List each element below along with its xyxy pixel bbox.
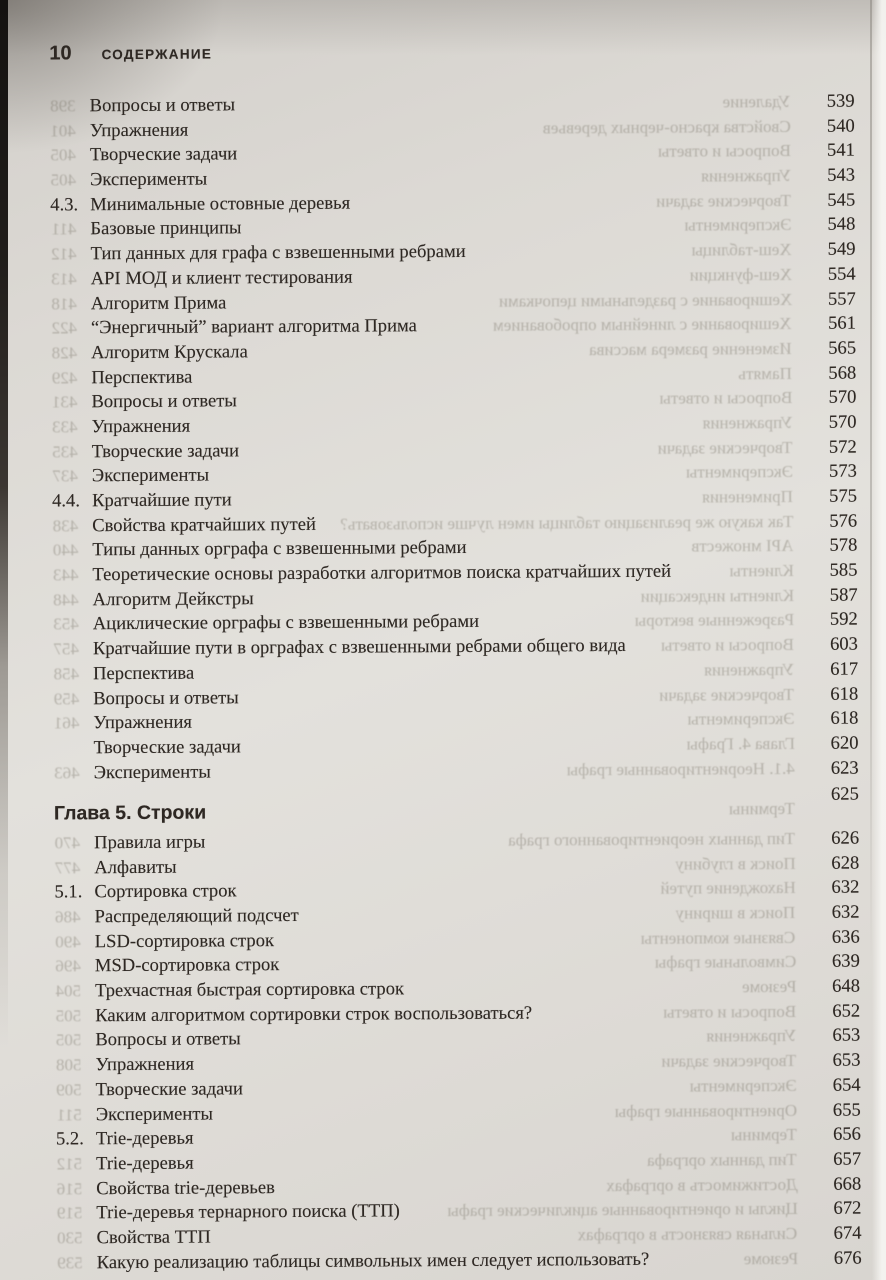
toc-entry-label: Ациклические орграфы с взвешенными ребрами — [92, 611, 480, 635]
bleedthrough-page-number: 519 — [56, 1203, 83, 1223]
bleedthrough-page-number: 461 — [53, 713, 80, 733]
bleedthrough-text: Творческие задачи — [661, 1051, 797, 1071]
toc-entry-page: 639 — [831, 950, 860, 973]
bleedthrough-text: Хеш-таблицы — [691, 240, 792, 260]
bleedthrough-page-number: 459 — [53, 688, 80, 708]
toc-entry-label: Алгоритм Дейкстры — [92, 587, 254, 610]
toc-entry-page: 561 — [828, 312, 857, 334]
toc-entry-page: 603 — [829, 633, 858, 655]
bleedthrough-text: Разреженные векторы — [634, 610, 794, 631]
bleedthrough-page-number: 411 — [51, 219, 77, 239]
toc-entry-label: Эксперименты — [90, 168, 208, 191]
bleedthrough-text: Клиенты индексации — [640, 585, 794, 606]
toc-entry-page: 653 — [832, 1024, 861, 1047]
toc-entry-page: 557 — [827, 288, 856, 310]
toc-entry-page: 541 — [826, 139, 855, 162]
bleedthrough-text: Эксперименты — [687, 709, 795, 729]
bleedthrough-page-number: 428 — [51, 343, 78, 363]
bleedthrough-text: Термины — [730, 1125, 797, 1145]
bleedthrough-page-number: 458 — [53, 664, 80, 684]
toc-entry-label: Trie-деревья тернарного поиска (ТТП) — [96, 1200, 400, 1224]
bleedthrough-text: Ориентированные графы — [614, 1100, 797, 1121]
toc-row — [53, 783, 859, 827]
running-header-title: СОДЕРЖАНИЕ — [101, 46, 213, 63]
toc-entry-page: 585 — [829, 559, 858, 581]
bleedthrough-page-number: 405 — [50, 145, 76, 165]
toc-entry-page: 576 — [829, 510, 858, 532]
toc-entry-label: Сортировка строк — [94, 880, 237, 903]
bleedthrough-page-number: 512 — [56, 1154, 83, 1174]
toc-entry-label: Творческие задачи — [95, 1078, 243, 1101]
toc-entry-page: 545 — [827, 189, 856, 211]
bleedthrough-text: Вопросы и ответы — [657, 141, 791, 162]
bleedthrough-page-number: 418 — [51, 293, 77, 313]
toc-entry-page: 676 — [833, 1247, 862, 1269]
bleedthrough-page-number: 504 — [55, 981, 82, 1001]
toc-section-number: 5.2. — [55, 1128, 84, 1150]
toc-entry-label: Кратчайшие пути в орграфах с взвешенными ребрами общего вида — [92, 635, 626, 660]
toc-entry-page: 568 — [828, 362, 857, 384]
bleedthrough-page-number: 431 — [51, 392, 78, 412]
toc-entry-label: Алфавиты — [94, 856, 177, 878]
toc-entry-page: 618 — [830, 707, 859, 729]
toc-entry-page: 539 — [826, 90, 855, 112]
toc-entry-page: 572 — [828, 436, 857, 458]
toc-entry-label: Кратчайшие пути — [91, 489, 232, 512]
toc-entry-page: 655 — [832, 1099, 861, 1121]
bleedthrough-page-number: 398 — [50, 96, 76, 116]
toc-entry-page: 587 — [829, 584, 858, 606]
toc-entry-page: 632 — [831, 901, 860, 923]
toc-entry-page: 674 — [833, 1222, 862, 1244]
bleedthrough-page-number: 453 — [53, 614, 79, 634]
bleedthrough-text: Эксперименты — [684, 215, 792, 236]
toc-entry-page: 618 — [830, 683, 859, 705]
toc-entry-page: 570 — [828, 386, 857, 408]
toc-entry-page: 617 — [830, 658, 859, 680]
bleedthrough-page-number: 437 — [52, 466, 78, 486]
bleedthrough-page-number: 477 — [54, 857, 81, 878]
toc-entry-page: 632 — [831, 876, 860, 899]
toc-entry-label: Эксперименты — [91, 464, 210, 487]
bleedthrough-text: Эксперименты — [685, 462, 793, 482]
page-right-highlight-edge — [872, 0, 886, 1280]
toc-entry-label: Перспектива — [93, 662, 195, 685]
toc-entry-page: 570 — [828, 411, 857, 433]
toc-entry-page: 636 — [831, 926, 860, 948]
bleedthrough-text: Память — [738, 363, 793, 383]
toc-entry-label: Теоретические основы разработки алгоритмов поиска кратчайших путей — [92, 560, 672, 586]
bleedthrough-page-number: 457 — [53, 639, 80, 659]
toc-section-number: 5.1. — [54, 881, 83, 903]
toc-entry-page: 575 — [829, 485, 858, 507]
bleedthrough-page-number: 440 — [52, 540, 79, 560]
bleedthrough-page-number: 539 — [57, 1252, 83, 1273]
bleedthrough-page-number: 413 — [51, 269, 77, 289]
toc-entry-label: Творческие задачи — [89, 143, 238, 166]
bleedthrough-page-number: 448 — [53, 590, 79, 610]
toc-row — [54, 756, 859, 786]
toc-entry-page: 654 — [832, 1074, 861, 1096]
page-number: 10 — [49, 42, 72, 65]
bleedthrough-text: Глава 4. Графы — [686, 733, 795, 754]
toc-entry-page: 656 — [832, 1123, 861, 1145]
toc-entry-page: 623 — [830, 757, 859, 779]
toc-section-number: 4.3. — [50, 194, 79, 216]
bleedthrough-text: Хеширование с линейным опробованием — [493, 314, 793, 335]
toc-entry-label: API МОД и клиент тестирования — [90, 266, 353, 290]
bleedthrough-page-number: 505 — [55, 1006, 82, 1026]
toc-entry-page: 578 — [829, 534, 858, 557]
toc-entry-label: Какую реализацию таблицы символьных имен следует использовать? — [96, 1248, 650, 1273]
bleedthrough-text: Клиенты — [729, 560, 794, 581]
bleedthrough-text: Применения — [702, 486, 794, 507]
toc-entry-page: 565 — [828, 337, 857, 359]
bleedthrough-page-number: 470 — [54, 833, 81, 853]
toc-entry-label: Базовые принципы — [90, 217, 242, 240]
bleedthrough-page-number: 412 — [50, 244, 77, 264]
toc-entry-label: Trie-деревья — [96, 1152, 194, 1175]
bleedthrough-text: Тип данных орграфа — [647, 1149, 798, 1170]
bleedthrough-text: Резюме — [743, 1248, 798, 1268]
bleedthrough-page-number: 490 — [55, 931, 81, 952]
toc-entry-label: “Энергичный” вариант алгоритма Прима — [90, 315, 417, 339]
bleedthrough-text: Сильная связность в орграфах — [577, 1223, 798, 1245]
bleedthrough-page-number: 496 — [55, 956, 81, 976]
bleedthrough-text: Изменение размера массива — [589, 338, 793, 360]
bleedthrough-text: Упражнения — [706, 1026, 797, 1046]
toc-entry-label: Упражнения — [89, 119, 189, 141]
toc-entry-label: Trie-деревья — [95, 1127, 194, 1150]
bleedthrough-text: Достижимость в орграфах — [605, 1174, 798, 1195]
bleedthrough-page-number: 405 — [50, 170, 77, 190]
toc-entry-page: 628 — [831, 852, 860, 874]
bleedthrough-page-number: 505 — [55, 1030, 82, 1050]
bleedthrough-text: Связные компоненты — [641, 927, 796, 948]
bleedthrough-text: Поиск в глубину — [674, 853, 796, 874]
bleedthrough-page-number: 511 — [56, 1104, 82, 1124]
bleedthrough-page-number: 435 — [52, 441, 78, 462]
bleedthrough-text: Символьные графы — [654, 952, 796, 973]
toc-entry-label: Свойства ТТП — [96, 1226, 211, 1249]
toc-entry-page: 648 — [832, 975, 861, 997]
toc-entry-label: Эксперименты — [93, 761, 211, 783]
bleedthrough-text: Вопросы и ответы — [659, 388, 793, 408]
toc-entry-page: 652 — [832, 1000, 861, 1022]
page-left-shadow-edge — [0, 0, 8, 1280]
toc-entry-label: Глава 5. Строки — [53, 801, 207, 825]
toc-entry-page: 626 — [831, 827, 860, 849]
page-right-seam — [870, 0, 872, 1280]
toc-entry-label: Перспектива — [91, 366, 193, 388]
bleedthrough-page-number: 463 — [54, 762, 80, 783]
bleedthrough-page-number: 401 — [50, 120, 76, 141]
bleedthrough-page-number: 429 — [51, 367, 78, 388]
toc-entry-page: 653 — [832, 1049, 861, 1071]
toc-entry-page: 548 — [827, 213, 856, 236]
toc-entry-page: 625 — [830, 783, 859, 805]
page-content — [49, 38, 862, 1276]
bleedthrough-text: 4.1. Неориентированные графы — [566, 758, 795, 779]
toc-entry-page: 540 — [826, 115, 855, 137]
toc-entry-label: Творческие задачи — [93, 736, 241, 759]
bleedthrough-text: Поиск в ширину — [675, 902, 796, 923]
toc-entry-label: Упражнения — [95, 1053, 195, 1076]
toc-entry-page: 668 — [833, 1173, 862, 1195]
toc-entry-page: 672 — [833, 1197, 862, 1219]
toc-entry-label: LSD-сортировка строк — [94, 929, 275, 952]
toc-entry-label: Свойства кратчайших путей — [92, 513, 316, 536]
toc-entry-label: Вопросы и ответы — [89, 94, 236, 117]
toc-entry-page: 657 — [833, 1148, 862, 1170]
bleedthrough-text: API множеств — [691, 536, 794, 556]
bleedthrough-text: Упражнения — [700, 166, 792, 186]
toc-entry-label: Распределяющий подсчет — [94, 904, 299, 928]
toc-entry-label: Вопросы и ответы — [93, 686, 239, 709]
toc-section-number: 4.4. — [51, 490, 80, 512]
bleedthrough-page-number: 438 — [52, 515, 79, 536]
bleedthrough-page-number: 516 — [56, 1178, 83, 1199]
bleedthrough-page-number: 530 — [56, 1228, 83, 1248]
toc-entry-label: Вопросы и ответы — [91, 390, 237, 413]
toc-entry-label: MSD-сортировка строк — [94, 954, 280, 977]
bleedthrough-text: Хеширование с раздельными цепочками — [498, 289, 792, 311]
bleedthrough-page-number: 486 — [55, 907, 81, 927]
toc-entry-label: Типы данных орграфа с взвешенными ребрами — [92, 537, 467, 561]
toc-entry-page: 620 — [830, 732, 859, 754]
bleedthrough-text: Хеш-функции — [689, 264, 792, 285]
toc-entry-label: Творческие задачи — [91, 439, 240, 462]
toc-row — [57, 1246, 862, 1276]
bleedthrough-text: Удаление — [722, 91, 791, 112]
toc-entry-label: Упражнения — [91, 415, 191, 438]
bleedthrough-text: Вопросы и ответы — [663, 1001, 797, 1022]
bleedthrough-text: Тип данных неориентированного графа — [508, 828, 796, 850]
bleedthrough-text: Упражнения — [703, 659, 795, 680]
toc-entry-page: 543 — [827, 164, 856, 186]
bleedthrough-text: Творческие задачи — [659, 684, 795, 705]
toc-entry-label: Каким алгоритмом сортировки строк воспользоваться? — [95, 1002, 533, 1026]
toc-entry-label: Правила игры — [94, 831, 206, 854]
bleedthrough-text: Циклы и ориентированные ациклические графы — [446, 1199, 798, 1221]
toc-entry-page: 554 — [827, 263, 856, 285]
bleedthrough-text: Термины — [728, 799, 795, 819]
toc-entry-label: Вопросы и ответы — [95, 1028, 241, 1051]
toc-entry-label: Минимальные остовные деревья — [90, 192, 351, 215]
bleedthrough-text: Эксперименты — [689, 1075, 797, 1096]
toc-entry-label: Трехчастная быстрая сортировка строк — [94, 978, 405, 1002]
bleedthrough-text: Так какую же реализацию таблицы имен лучше использовать? — [339, 511, 794, 534]
bleedthrough-page-number: 433 — [52, 417, 78, 437]
bleedthrough-text: Свойства красно-черных деревьев — [542, 116, 791, 138]
bleedthrough-page-number: 422 — [51, 318, 78, 338]
bleedthrough-text: Упражнения — [702, 412, 793, 433]
toc-entry-page: 573 — [828, 460, 857, 483]
toc-entry-label: Тип данных для графа с взвешенными ребрами — [90, 241, 466, 265]
toc-entry-page: 592 — [829, 608, 858, 631]
toc-entry-label: Эксперименты — [95, 1102, 213, 1125]
bleedthrough-text: Нахождение путей — [660, 878, 796, 899]
running-header — [49, 38, 854, 67]
bleedthrough-page-number: 509 — [56, 1080, 82, 1100]
toc-entry-label: Упражнения — [93, 711, 193, 734]
bleedthrough-text: Резюме — [741, 976, 797, 997]
bleedthrough-text: Вопросы и ответы — [660, 635, 794, 655]
bleedthrough-page-number: 508 — [55, 1055, 82, 1075]
bleedthrough-text: Творческие задачи — [657, 437, 793, 458]
toc-list — [50, 90, 862, 1276]
toc-entry-label: Алгоритм Крускала — [91, 341, 248, 364]
toc-entry-label: Свойства trie-деревьев — [96, 1176, 275, 1199]
toc-entry-page: 549 — [827, 238, 856, 260]
bleedthrough-text: Творческие задачи — [656, 190, 792, 211]
toc-entry-label: Алгоритм Прима — [90, 291, 227, 314]
bleedthrough-page-number: 443 — [52, 565, 79, 585]
